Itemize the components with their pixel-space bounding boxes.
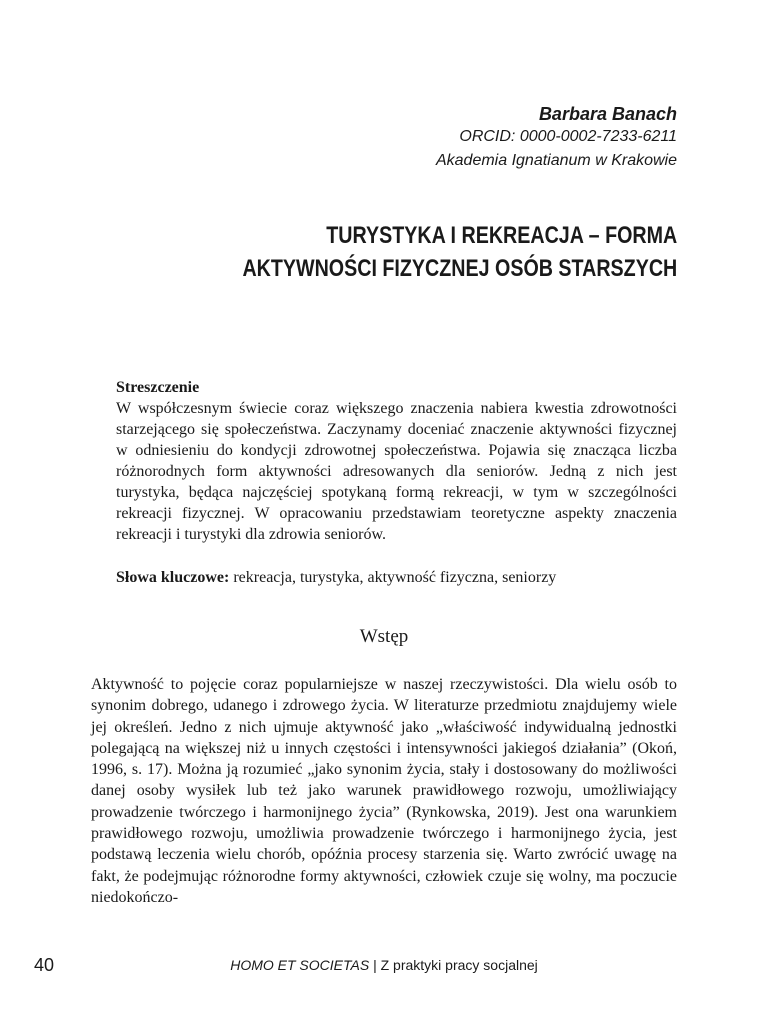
- article-title-line-2: AKTYWNOŚCI FIZYCZNEJ OSÓB STARSZYCH: [242, 255, 677, 282]
- author-orcid: ORCID: 0000-0002-7233-6211: [459, 128, 677, 145]
- author-block: [436, 103, 677, 173]
- keywords-text: rekreacja, turystyka, aktywność fizyczna, seniorzy: [229, 569, 557, 586]
- section-body: Aktywność to pojęcie coraz popularniejsze w naszej rzeczywistości. Dla wielu osób to synonim dobrego, udanego i zdrowego życia. W literaturze przedmiotu znajdujemy wiele jej określeń. Jedno z nich ujmuje aktywność jako „właściwość indywidualną jednostki polegającą na większej niż u innych częstości i intensywności jakiegoś działania” (Okoń, 1996, s. 17). Można ją rozumieć „jako synonim życia, stały i dostosowany do możliwości danej osoby wysiłek lub też jako warunek prawidłowego rozwoju, umożliwiający prowadzenie twórczego i harmonijnego życia” (Rynkowska, 2019). Jest ona warunkiem prawidłowego rozwoju, umożliwia prowadzenie twórczego i harmonijnego życia, jest podstawą leczenia wielu chorób, opóźnia procesy starzenia się. Warto zwrócić uwagę na fakt, że podejmując różnorodne formy aktywności, człowiek czuje się wolny, ma poczucie niedokończo-: [91, 676, 677, 906]
- journal-section: | Z praktyki pracy socjalnej: [369, 957, 538, 973]
- abstract-heading: Streszczenie: [116, 379, 200, 396]
- keywords-label: Słowa kluczowe:: [116, 569, 230, 586]
- article-title: [147, 219, 677, 285]
- author-name: Barbara Banach: [538, 104, 677, 124]
- journal-name: HOMO ET SOCIETAS: [230, 957, 370, 973]
- section-heading: Wstęp: [359, 626, 409, 647]
- author-affiliation: Akademia Ignatianum w Krakowie: [435, 152, 677, 169]
- running-footer: [0, 956, 768, 974]
- keywords: [116, 567, 677, 588]
- page-number: 40: [34, 955, 55, 975]
- abstract: [116, 377, 677, 545]
- abstract-body: W współczesnym świecie coraz większego znaczenia nabiera kwestia zdrowotności starzejącego się społeczeństwa. Zaczynamy doceniać znaczenie aktywności fizycznej w odniesieniu do kondycji zdrowotnej społeczeństwa. Pojawia się znacząca liczba różnorodnych form aktywności adresowanych dla seniorów. Jedną z nich jest turystyka, będąca najczęściej spotykaną formą rekreacji, w tym w szczególności rekreacji fizycznej. W opracowaniu przedstawiam teoretyczne aspekty znaczenia rekreacji i turystyki dla zdrowia seniorów.: [116, 400, 677, 543]
- article-title-line-1: TURYSTYKA I REKREACJA – FORMA: [326, 222, 677, 249]
